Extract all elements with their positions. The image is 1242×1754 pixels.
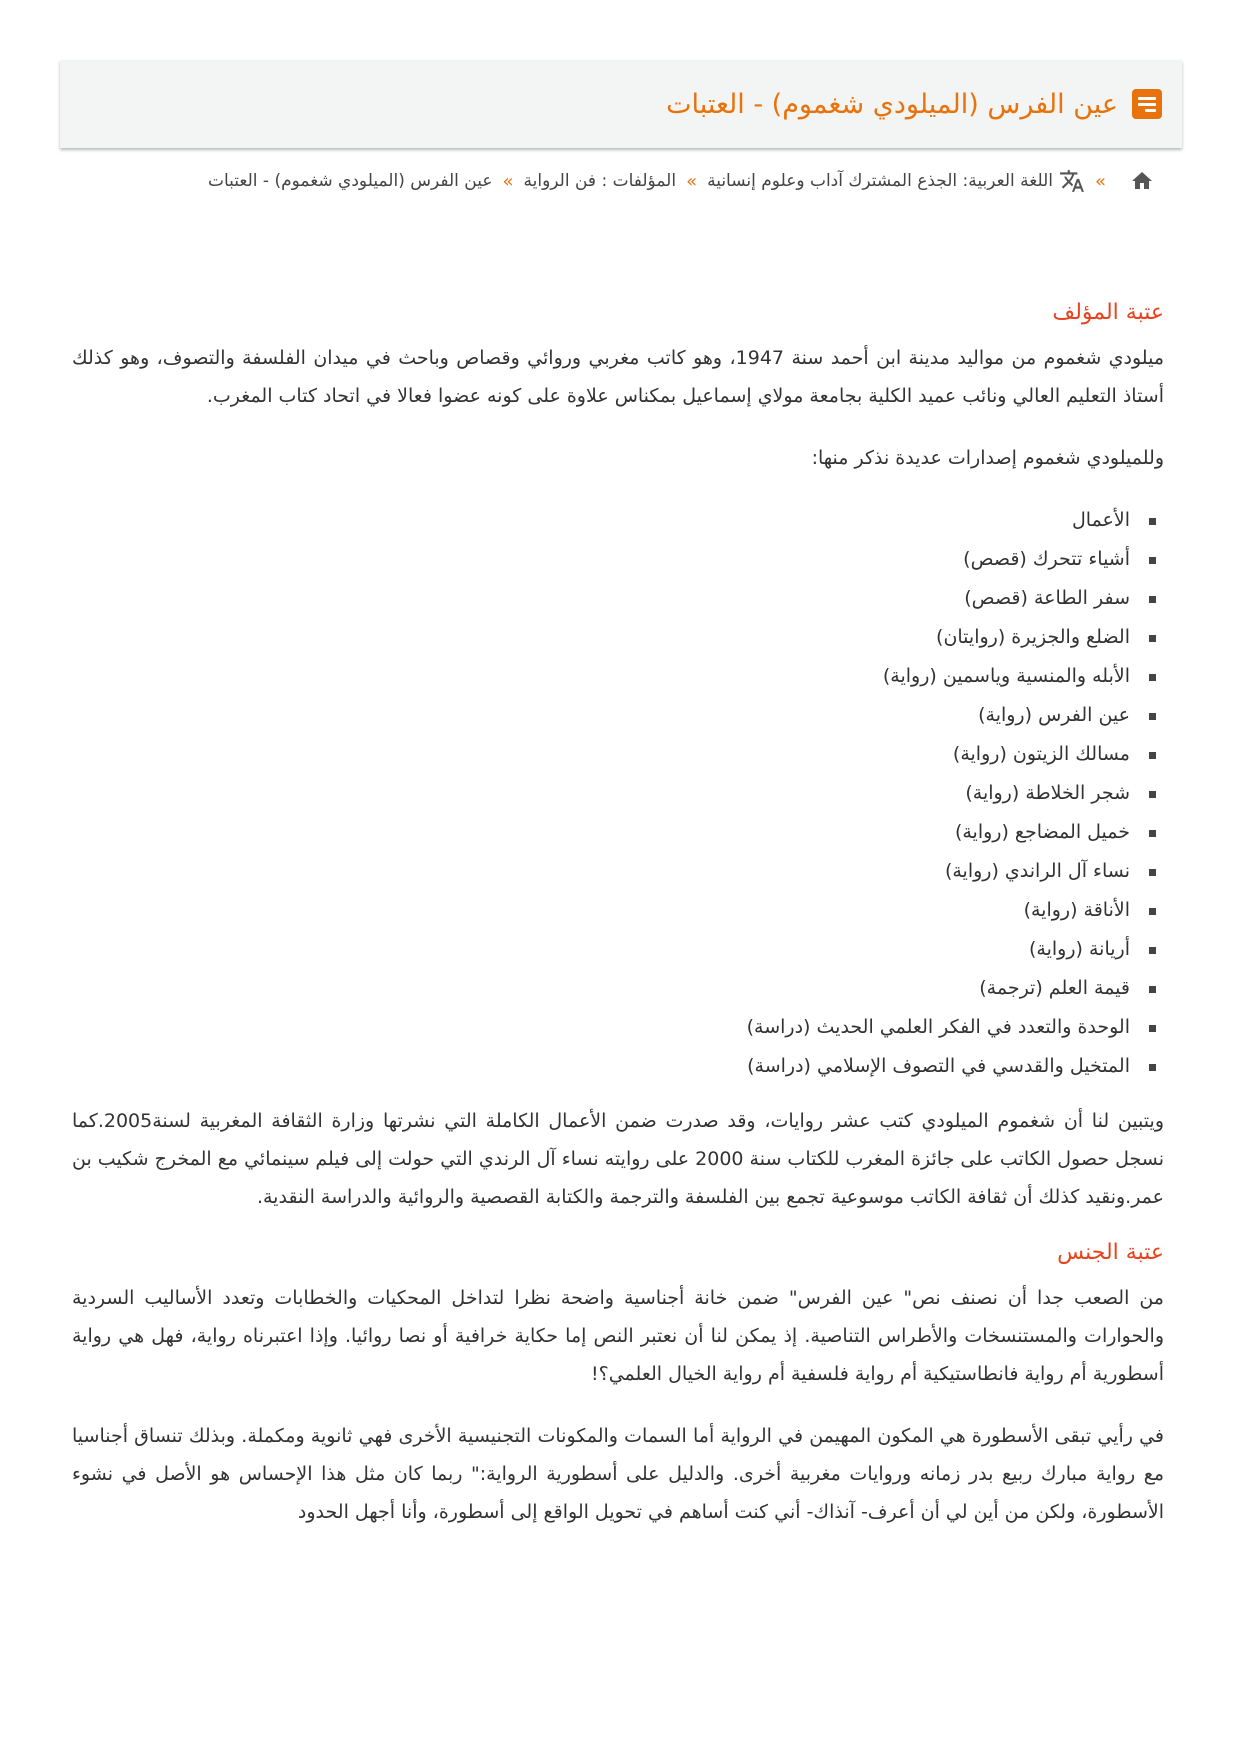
list-item: الأعمال — [72, 501, 1164, 540]
section-title-genre: عتبة الجنس — [1057, 1240, 1164, 1265]
list-item: قيمة العلم (ترجمة) — [72, 969, 1164, 1008]
list-item: أشياء تتحرك (قصص) — [72, 540, 1164, 579]
document-icon — [1132, 89, 1162, 119]
list-item: شجر الخلاطة (رواية) — [72, 774, 1164, 813]
section-title-author: عتبة المؤلف — [1052, 300, 1164, 325]
genre-paragraph-1: من الصعب جدا أن نصنف نص" عين الفرس" ضمن خانة أجناسية واضحة نظرا لتداخل المحكيات والخطابات وتعدد الأساليب السردية والحوارات والمستنسخات والأطراس التناصية. إذ يمكن لنا أن نعتبر النص إما حكاية خرافية أو نصا روائيا. وإذا اعتبرناه رواية، فهل هي رواية أسطورية أم رواية فانطاستيكية أم رواية فلسفية أم رواية الخيال العلمي؟! — [72, 1287, 1164, 1385]
breadcrumb-item-current: عين الفرس (الميلودي شغموم) - العتبات — [207, 171, 493, 191]
genre-paragraph-2: في رأيي تبقى الأسطورة هي المكون المهيمن في الرواية أما السمات والمكونات التجنيسية الأخرى فهي ثانوية ومكملة. وبذلك تنساق أجناسيا مع رواية مبارك ربيع بدر زمانه وروايات مغربية أخرى. والدليل على أسطورية الرواية:" ربما كان مثل هذا الإحساس هو الأصل في نشوء الأسطورة، ولكن من أين لي أن أعرف- آنذاك- أني كنت أساهم في تحويل الواقع إلى أسطورة، وأنا أجهل الحدود — [72, 1425, 1164, 1523]
home-icon[interactable] — [1130, 169, 1154, 193]
breadcrumb-separator: » — [686, 170, 698, 192]
breadcrumb-separator: » — [1094, 170, 1106, 192]
list-item: عين الفرس (رواية) — [72, 696, 1164, 735]
list-item: خميل المضاجع (رواية) — [72, 813, 1164, 852]
translate-icon — [1059, 168, 1085, 194]
list-item: الضلع والجزيرة (روايتان) — [72, 618, 1164, 657]
breadcrumb-separator: » — [502, 170, 514, 192]
list-item: نساء آل الراندي (رواية) — [72, 852, 1164, 891]
list-item: أريانة (رواية) — [72, 930, 1164, 969]
list-item: سفر الطاعة (قصص) — [72, 579, 1164, 618]
list-item: مسالك الزيتون (رواية) — [72, 735, 1164, 774]
author-paragraph-summary: ويتبين لنا أن شغموم الميلودي كتب عشر روايات، وقد صدرت ضمن الأعمال الكاملة التي نشرتها وزارة الثقافة المغربية لسنة2005.كما نسجل حصول الكاتب على جائزة المغرب للكتاب سنة 2000 على روايته نساء آل الرندي التي حولت إلى فيلم سينمائي مع المخرج شكيب بن عمر.ونقيد كذلك أن ثقافة الكاتب موسوعية تجمع بين الفلسفة والترجمة والكتابة القصصية والروائية والدراسة النقدية. — [72, 1110, 1165, 1208]
works-list — [72, 501, 1164, 1086]
page-title: عين الفرس (الميلودي شغموم) - العتبات — [666, 88, 1118, 120]
list-item: الأناقة (رواية) — [72, 891, 1164, 930]
author-paragraph-intro: وللميلودي شغموم إصدارات عديدة نذكر منها: — [811, 447, 1164, 469]
breadcrumb-item-subject[interactable]: اللغة العربية: الجذع المشترك آداب وعلوم إنسانية — [707, 171, 1053, 191]
breadcrumb-item-category[interactable]: المؤلفات : فن الرواية — [523, 171, 677, 191]
list-item: الوحدة والتعدد في الفكر العلمي الحديث (دراسة) — [72, 1008, 1164, 1047]
author-paragraph-bio: ميلودي شغموم من مواليد مدينة ابن أحمد سنة 1947، وهو كاتب مغربي وروائي وقصاص وباحث في ميدان الفلسفة والتصوف، وهو كذلك أستاذ التعليم العالي ونائب عميد الكلية بجامعة مولاي إسماعيل بمكناس علاوة على كونه عضوا فعالا في اتحاد كتاب المغرب. — [72, 347, 1165, 407]
article-content — [72, 300, 1164, 1555]
breadcrumb — [100, 168, 1154, 194]
page-header — [60, 60, 1182, 148]
list-item: المتخيل والقدسي في التصوف الإسلامي (دراسة) — [72, 1047, 1164, 1086]
list-item: الأبله والمنسية وياسمين (رواية) — [72, 657, 1164, 696]
